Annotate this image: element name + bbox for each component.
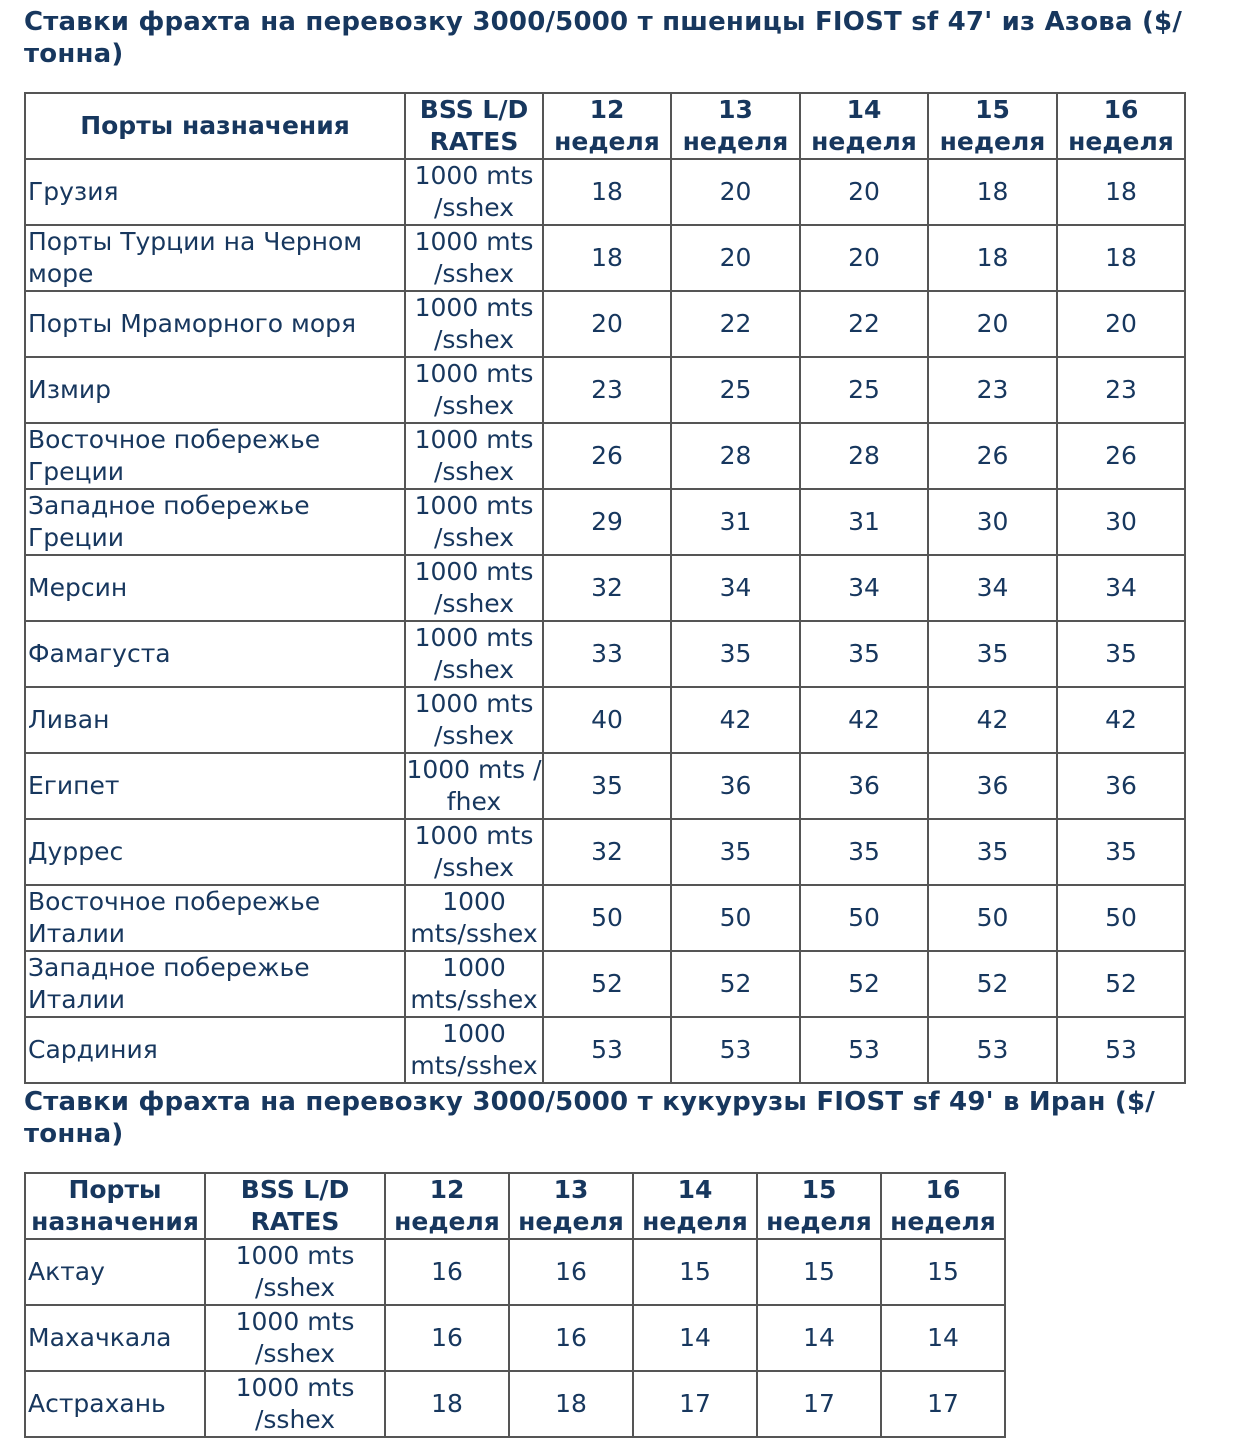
rate-cell: 14: [757, 1305, 881, 1371]
table-row: [25, 489, 1185, 555]
rate-cell: 18: [543, 225, 671, 291]
rate-cell: 20: [928, 291, 1057, 357]
rate-cell: 16: [509, 1305, 633, 1371]
rate-cell: 50: [928, 885, 1057, 951]
rate-cell: 26: [1057, 423, 1185, 489]
bss-rates-cell: 1000 mts /sshex: [205, 1239, 385, 1305]
rate-cell: 23: [1057, 357, 1185, 423]
port-name-cell: Фамагуста: [25, 621, 405, 687]
rate-cell: 42: [1057, 687, 1185, 753]
column-header: 16 неделя: [881, 1173, 1005, 1239]
rate-cell: 20: [671, 159, 800, 225]
rate-cell: 14: [881, 1305, 1005, 1371]
bss-rates-cell: 1000 mts/sshex: [405, 1017, 543, 1083]
port-name-cell: Махачкала: [25, 1305, 205, 1371]
port-name-cell: Порты Турции на Черном море: [25, 225, 405, 291]
rate-cell: 35: [543, 753, 671, 819]
rate-cell: 53: [1057, 1017, 1185, 1083]
bss-rates-cell: 1000 mts /sshex: [405, 819, 543, 885]
column-header: 13 неделя: [509, 1173, 633, 1239]
rate-cell: 50: [543, 885, 671, 951]
rate-cell: 35: [1057, 819, 1185, 885]
rate-cell: 32: [543, 555, 671, 621]
rate-cell: 18: [543, 159, 671, 225]
table-row: [25, 621, 1185, 687]
rate-cell: 36: [1057, 753, 1185, 819]
rate-cell: 20: [800, 225, 928, 291]
rate-cell: 34: [671, 555, 800, 621]
column-header: 14 неделя: [800, 93, 928, 159]
bss-rates-cell: 1000 mts /sshex: [405, 225, 543, 291]
table-row: [25, 357, 1185, 423]
rate-cell: 34: [800, 555, 928, 621]
rate-cell: 36: [800, 753, 928, 819]
table-row: [25, 1017, 1185, 1083]
rate-cell: 42: [928, 687, 1057, 753]
column-header: Порты назначения: [25, 1173, 205, 1239]
rate-cell: 20: [800, 159, 928, 225]
port-name-cell: Ливан: [25, 687, 405, 753]
rate-cell: 18: [928, 159, 1057, 225]
page: [24, 6, 1214, 1438]
rate-cell: 52: [928, 951, 1057, 1017]
column-header: 15 неделя: [757, 1173, 881, 1239]
rate-cell: 36: [671, 753, 800, 819]
rate-cell: 16: [385, 1305, 509, 1371]
rate-cell: 18: [1057, 159, 1185, 225]
rate-cell: 18: [1057, 225, 1185, 291]
rate-cell: 52: [543, 951, 671, 1017]
bss-rates-cell: 1000 mts/sshex: [405, 951, 543, 1017]
rate-cell: 15: [881, 1239, 1005, 1305]
rate-cell: 14: [633, 1305, 757, 1371]
wheat-freight-table: [24, 92, 1186, 1084]
rate-cell: 28: [800, 423, 928, 489]
table-row: [25, 159, 1185, 225]
column-header: 13 неделя: [671, 93, 800, 159]
rate-cell: 15: [757, 1239, 881, 1305]
column-header: 12 неделя: [385, 1173, 509, 1239]
rate-cell: 16: [385, 1239, 509, 1305]
rate-cell: 52: [800, 951, 928, 1017]
rate-cell: 52: [1057, 951, 1185, 1017]
port-name-cell: Дуррес: [25, 819, 405, 885]
rate-cell: 30: [928, 489, 1057, 555]
rate-cell: 25: [800, 357, 928, 423]
port-name-cell: Египет: [25, 753, 405, 819]
rate-cell: 36: [928, 753, 1057, 819]
rate-cell: 23: [928, 357, 1057, 423]
rate-cell: 25: [671, 357, 800, 423]
port-name-cell: Мерсин: [25, 555, 405, 621]
rate-cell: 17: [881, 1371, 1005, 1437]
rate-cell: 52: [671, 951, 800, 1017]
rate-cell: 35: [928, 819, 1057, 885]
bss-rates-cell: 1000 mts /sshex: [405, 489, 543, 555]
rate-cell: 23: [543, 357, 671, 423]
port-name-cell: Восточное побережье Греции: [25, 423, 405, 489]
rate-cell: 18: [385, 1371, 509, 1437]
port-name-cell: Порты Мраморного моря: [25, 291, 405, 357]
rate-cell: 22: [800, 291, 928, 357]
port-name-cell: Грузия: [25, 159, 405, 225]
table-row: [25, 555, 1185, 621]
table-row: [25, 1239, 1005, 1305]
rate-cell: 30: [1057, 489, 1185, 555]
column-header: 16 неделя: [1057, 93, 1185, 159]
rate-cell: 32: [543, 819, 671, 885]
bss-rates-cell: 1000 mts /sshex: [405, 423, 543, 489]
rate-cell: 18: [509, 1371, 633, 1437]
corn-freight-table: [24, 1172, 1006, 1438]
table-row: [25, 885, 1185, 951]
table-row: [25, 819, 1185, 885]
column-header: BSS L/D RATES: [405, 93, 543, 159]
port-name-cell: Западное побережье Италии: [25, 951, 405, 1017]
bss-rates-cell: 1000 mts /sshex: [405, 555, 543, 621]
rate-cell: 31: [800, 489, 928, 555]
rate-cell: 35: [671, 819, 800, 885]
rate-cell: 28: [671, 423, 800, 489]
port-name-cell: Восточное побережье Италии: [25, 885, 405, 951]
rate-cell: 50: [1057, 885, 1185, 951]
rate-cell: 42: [671, 687, 800, 753]
rate-cell: 42: [800, 687, 928, 753]
port-name-cell: Астрахань: [25, 1371, 205, 1437]
table-row: [25, 753, 1185, 819]
port-name-cell: Измир: [25, 357, 405, 423]
rate-cell: 35: [800, 819, 928, 885]
table-row: [25, 951, 1185, 1017]
rate-cell: 40: [543, 687, 671, 753]
rate-cell: 35: [800, 621, 928, 687]
column-header: 14 неделя: [633, 1173, 757, 1239]
column-header: 12 неделя: [543, 93, 671, 159]
header-row: [25, 1173, 1005, 1239]
rate-cell: 18: [928, 225, 1057, 291]
bss-rates-cell: 1000 mts /sshex: [405, 357, 543, 423]
column-header: 15 неделя: [928, 93, 1057, 159]
rate-cell: 20: [671, 225, 800, 291]
bss-rates-cell: 1000 mts / fhex: [405, 753, 543, 819]
rate-cell: 16: [509, 1239, 633, 1305]
rate-cell: 53: [671, 1017, 800, 1083]
rate-cell: 34: [1057, 555, 1185, 621]
bss-rates-cell: 1000 mts /sshex: [405, 291, 543, 357]
port-name-cell: Сардиния: [25, 1017, 405, 1083]
rate-cell: 29: [543, 489, 671, 555]
table-row: [25, 1305, 1005, 1371]
bss-rates-cell: 1000 mts /sshex: [405, 159, 543, 225]
rate-cell: 26: [928, 423, 1057, 489]
rate-cell: 35: [928, 621, 1057, 687]
rate-cell: 50: [671, 885, 800, 951]
rate-cell: 20: [1057, 291, 1185, 357]
rate-cell: 35: [1057, 621, 1185, 687]
bss-rates-cell: 1000 mts /sshex: [405, 687, 543, 753]
table1-title: Ставки фрахта на перевозку 3000/5000 т пшеницы FIOST sf 47' из Азова ($/ тонна): [24, 7, 1183, 69]
rate-cell: 17: [757, 1371, 881, 1437]
column-header: Порты назначения: [25, 93, 405, 159]
table-row: [25, 225, 1185, 291]
rate-cell: 20: [543, 291, 671, 357]
header-row: [25, 93, 1185, 159]
rate-cell: 50: [800, 885, 928, 951]
table-row: [25, 1371, 1005, 1437]
rate-cell: 53: [543, 1017, 671, 1083]
rate-cell: 15: [633, 1239, 757, 1305]
rate-cell: 22: [671, 291, 800, 357]
rate-cell: 35: [671, 621, 800, 687]
rate-cell: 33: [543, 621, 671, 687]
port-name-cell: Актау: [25, 1239, 205, 1305]
rate-cell: 31: [671, 489, 800, 555]
rate-cell: 53: [928, 1017, 1057, 1083]
port-name-cell: Западное побережье Греции: [25, 489, 405, 555]
table-row: [25, 687, 1185, 753]
bss-rates-cell: 1000 mts /sshex: [405, 621, 543, 687]
table2-title: Ставки фрахта на перевозку 3000/5000 т кукурузы FIOST sf 49' в Иран ($/ тонна): [24, 1087, 1155, 1149]
rate-cell: 34: [928, 555, 1057, 621]
column-header: BSS L/D RATES: [205, 1173, 385, 1239]
bss-rates-cell: 1000 mts /sshex: [205, 1305, 385, 1371]
rate-cell: 53: [800, 1017, 928, 1083]
table-row: [25, 423, 1185, 489]
rate-cell: 17: [633, 1371, 757, 1437]
rate-cell: 26: [543, 423, 671, 489]
table-row: [25, 291, 1185, 357]
bss-rates-cell: 1000 mts /sshex: [205, 1371, 385, 1437]
bss-rates-cell: 1000 mts/sshex: [405, 885, 543, 951]
